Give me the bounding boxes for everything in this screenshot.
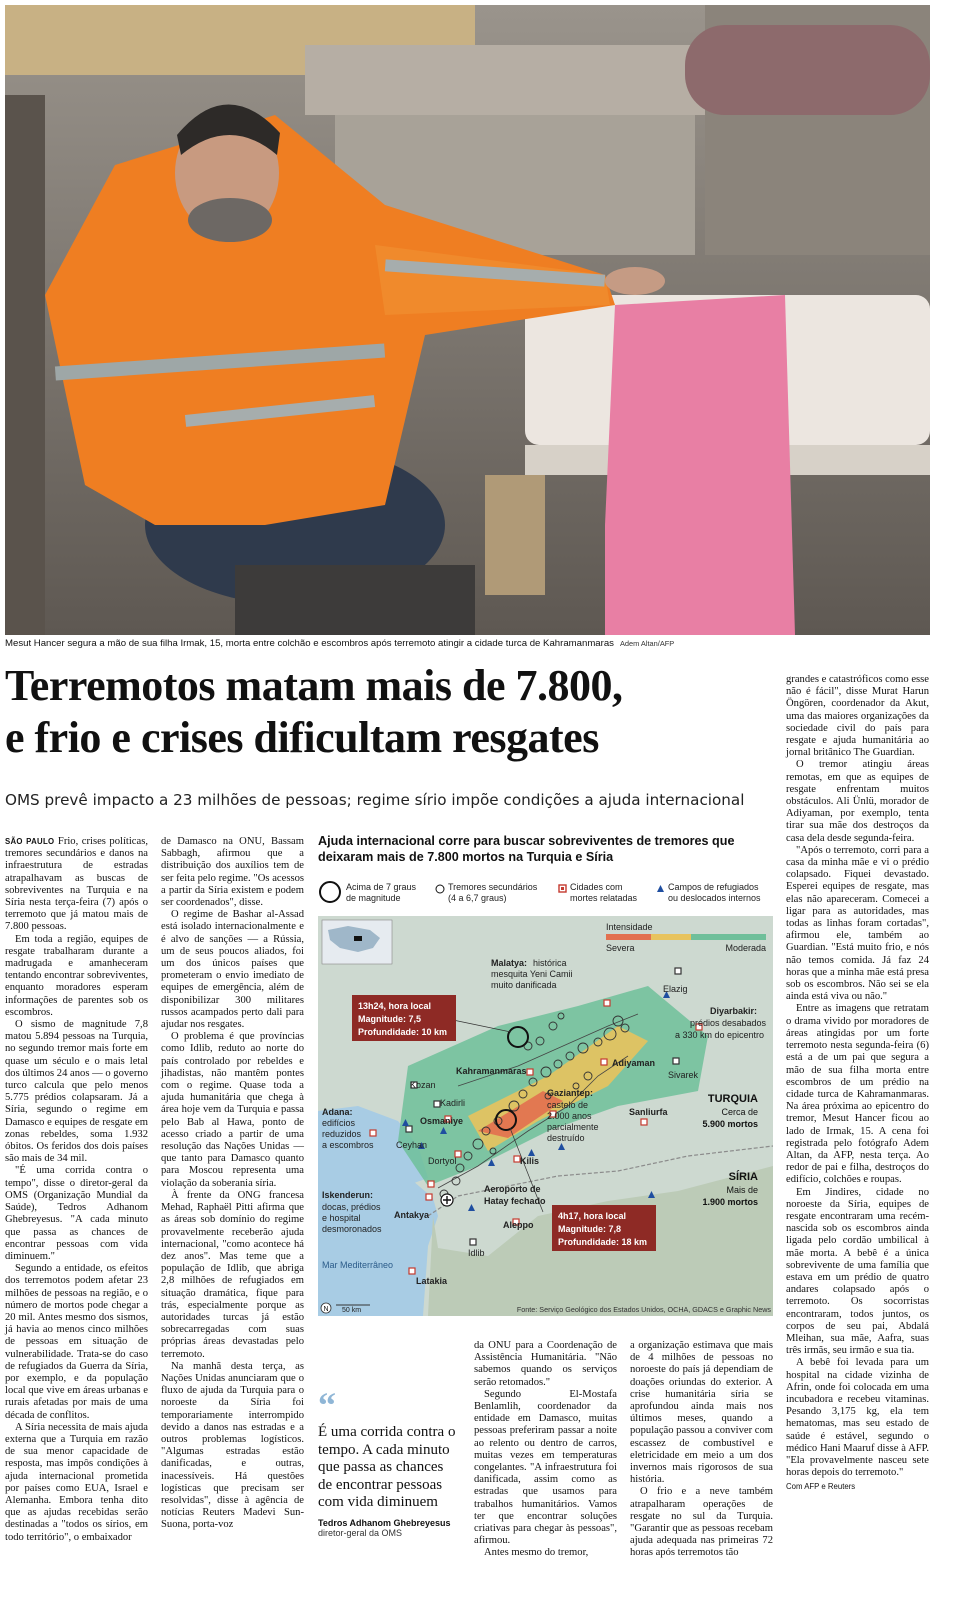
city-marker [673,1058,679,1064]
label-gaziantep-note: 2.000 anos [547,1111,592,1121]
north-label: N [323,1306,329,1313]
intensity-label: Intensidade [606,922,653,932]
scale-label: 50 km [342,1307,362,1314]
paragraph: A bebê foi levada para um hospital na cidade vizinha de Afrin, onde foi colocada em uma incubadora e recebeu vitaminas. Pesando 3,175 kg, ela tem hematomas, mas seu estado de saúde é estável, segundo o médico Hani Maaruf disse à AFP. "Ela provavelmente nasceu sete horas depois do terremoto." [786,1357,929,1479]
city-marker [426,1194,432,1200]
paragraph: "Após o terremoto, corri para a casa da minha mãe e vi o prédio colapsado. Fiquei devastado. Esperei equipes de resgate, mas elas não apareceram. Comecei a ligar para as autoridades, mas todas as linhas foram cortadas", afirmou ele, também ao Guardian. "Está muito frio, e nós não temos comida. Já faz 24 horas que a minha mãe está presa sob os escombros. Não sei se ela ainda está viva ou não." [786,844,929,1003]
quake1-time: 13h24, hora local [358,1001,432,1011]
city-marker [675,968,681,974]
caption-text: Mesut Hancer segura a mão de sua filha Irmak, 15, morta entre colchão e escombros após terremoto atingir a cidade turca de Kahramanmaras [5,638,614,649]
paragraph: "É uma corrida contra o tempo", disse o diretor-geral da OMS (Organização Mundial da Saúde), Tedros Adhanom Ghebreyesus. "A cada minuto que passa as chances de encontrar pessoas com vida diminuem." [5,1165,148,1262]
headline-line-2: e frio e crises dificultam resgates [5,713,599,762]
city-marker [641,1119,647,1125]
label-adana-note: a escombros [322,1140,374,1150]
label-adiyaman: Adiyaman [612,1058,656,1068]
article-column-6 [786,674,929,1494]
label-kozan: Kozan [410,1080,436,1090]
label-malatya-note: muito danificada [491,980,557,990]
paragraph: grandes e catastróficos como esse não é fácil", disse Murat Harun Öngören, coordenador da Akut, uma das maiores organizações da sociedade civil do país para resgate e ajuda humanitária ao jornal britânico The Guardian. [786,674,929,759]
paragraph: O tremor atingiu áreas remotas, em que as equipes de resgate enfrentam muitos obstáculos. Ali Ünlü, morador de Adiyaman, por exemplo, tenta tirar sua mãe dos destroços da casa dela desde segunda-feira. [786,759,929,844]
paragraph: Entre as imagens que retratam o drama vivido por moradores de áreas atingidas por um forte terremoto nesta segunda-feira (6) está a de um pai que segura a mão de sua filha morta entre escombros de um prédio na cidade turca de Kahramanmaras. Na área próxima ao epicentro do tremor, Mesut Hancer ficou ao lado de Irmak, 15. A cena foi registrada pelo fotógrafo Adem Altan, da AFP, nesta terça. Ao redor de pai e filha, destroços do edifício, colchões e roupas. [786,1003,929,1186]
paragraph: da ONU para a Coordenação de Assistência Humanitária. "Não sabemos quando os serviços serão retomados." [474,1340,617,1388]
paragraph: de Damasco na ONU, Bassam Sabbagh, afirmou que a distribuição dos auxílios tem de ser feita pelo regime. "Os acessos a partir da Síria existem e podem ser coordenados", disse. [161,836,304,909]
legend-big-quake: Acima de 7 graus de magnitude [346,882,417,903]
dateline: SÃO PAULO [5,837,55,846]
city-marker [406,1126,412,1132]
label-elazig: Elazig [663,984,688,994]
legend-cities: Cidades com mortes relatadas [570,882,638,903]
label-malatya-note: mesquita Yeni Camii [491,969,573,979]
pull-quote [318,1385,458,1538]
city-marker [604,1000,610,1006]
earthquake-map [318,916,773,1316]
camp-legend-icon [656,884,665,893]
locator-marker [354,936,362,941]
headline [5,660,775,764]
paragraph: Em toda a região, equipes de resgate trabalharam durante a madrugada e amanheceram tentando encontrar sobreviventes, enquanto moradores esperam informações de parentes sob os escombros. [5,933,148,1018]
map-legend [318,876,773,916]
label-malatya-note: histórica [533,958,567,968]
label-gaziantep-note: castelo de [547,1100,589,1110]
main-photo [5,5,930,635]
quake2-time: 4h17, hora local [558,1211,627,1221]
paragraph: A Síria necessita de mais ajuda externa que a Turquia em razão de sua menor capacidade de resposta, mas impôs condições à ajuda internacional prometida por países como EUA, Israel e Alemanha. Embora tenha dito que as ajudas recebidas serão destinadas a "todos os sírios, em todo território", o embaixador [5,1421,148,1543]
map-svg [318,916,773,1316]
pull-quote-text: É uma corrida contra o tempo. A cada minuto que passa as chances de encontrar pessoas com vida diminuem [318,1424,456,1510]
quake1-depth: Profundidade: 10 km [358,1027,448,1037]
label-idlib: Idlib [468,1248,485,1258]
label-adana-note: edifícios [322,1118,356,1128]
syria-deaths-l1: Mais de [726,1185,758,1195]
turkey-name: TURQUIA [707,1093,758,1105]
label-adana-note: reduzidos [322,1129,362,1139]
paragraph: Segundo a entidade, os efeitos dos terremotos podem afetar 23 milhões de pessoas na região, e o número de mortos pode chegar a 20 mil. Antes mesmo dos sismos, já havia ao menos cinco milhões de pessoas em situação de vulnerabilidade. Trata-se do caso de refugiados da Guerra da Síria, por exemplo, e da população local que vive em áreas urbanas e rurais afetadas por mais de uma década de conflitos. [5,1263,148,1421]
legend-aftershocks: Tremores secundários (4 a 6,7 graus) [448,882,538,903]
paragraph: Em Jindires, cidade no noroeste da Síria, equipes de resgate encontraram uma recém-nascida sob os escombros ainda ligada pelo cordão umbilical à mãe morta. A bebê é a única sobrevivente de uma família que estava em um prédio de quatro andares colapsado após o terremoto. Os socorristas encontraram, todos juntos, os corpos de seu pai, Abdalá Mleihan, sua mãe, Aafra, suas três irmãs, seu irmão e sua tia. [786,1186,929,1357]
city-marker [409,1268,415,1274]
city-marker [428,1181,434,1187]
syria-name: SÍRIA [728,1171,758,1183]
label-osmaniye: Osmaniye [420,1116,464,1126]
label-dortyol: Dortyol [428,1156,457,1166]
quake1-magnitude: Magnitude: 7,5 [358,1014,422,1024]
label-gaziantep: Gaziantep: [547,1088,594,1098]
city-legend-icon [558,884,567,893]
quake2-magnitude: Magnitude: 7,8 [558,1224,622,1234]
intensity-bar-severe [606,934,651,940]
paragraph: O problema é que províncias como Idlib, reduto ao norte do país controlado por rebeldes e jihadistas, não mantêm pontes com o regime. Quase toda a ajuda humanitária que chega à área hoje vem da Turquia e passa pelo Bab al Hawa, ponto de acesso criado a partir de uma resolução das Nações Unidas — que tanto para Damasco quanto para Moscou representa uma violação da soberania síria. [161,1031,304,1189]
paragraph: Segundo El-Mostafa Benlamlih, coordenador da entidade em Damasco, muitas pessoas preferiram passar a noite ao relento ou dentro de carros, muitas vezes em temperaturas congelantes. "A infraestrutura foi danificada, assim como as estradas que usamos para trabalhos humanitários. Vamos ter que encontrar soluções criativas para chegar às pessoas", afirmou. [474,1388,617,1547]
aftershock-legend-icon [435,884,445,894]
label-sanliurfa: Sanliurfa [629,1107,668,1117]
paragraph: a organização estimava que mais de 4 milhões de pessoas no noroeste do país já dependiam de doações oriundas do exterior. A crise humanitária síria se aprofundou ainda mais nos últimos meses, quando a população passou a conviver com escassez de combustível e eletricidade em meio a um dos invernos mais rigorosos de sua história. [630,1340,773,1486]
city-marker [527,1069,533,1075]
pull-quote-role: diretor-geral da OMS [318,1527,403,1538]
label-iskenderun-note: desmoronados [322,1224,382,1234]
label-antakya: Antakya [394,1210,430,1220]
label-iskenderun-note: docas, prédios [322,1202,381,1212]
label-iskenderun: Iskenderun: [322,1190,374,1200]
photo-illustration [5,5,930,635]
big-quake-legend-icon [318,880,342,904]
label-ceyhan: Ceyhan [396,1140,428,1150]
map-title: Ajuda internacional corre para buscar sobreviventes de tremores que deixaram mais de 7.800 mortos na Turquia e Síria [318,834,735,864]
paragraph: Na manhã desta terça, as Nações Unidas anunciaram que o fluxo de ajuda da Turquia para o noroeste da Síria foi temporariamente interrompido devido a danos nas estradas e a outros problemas logísticos. "Algumas estradas estão danificadas, e outras, inacessíveis. Há questões logísticas que precisam ser resolvidas", disse à agência de notícias Reuters Madevi Sun-Suona, porta-voz [161,1360,304,1531]
intensity-severe-label: Severa [606,943,635,953]
headline-line-1: Terremotos matam mais de 7.800, [5,661,623,710]
legend-camps: Campos de refugiados ou deslocados internos [668,882,761,903]
article-column-1 [5,836,148,1544]
label-gaziantep-note: parcialmente [547,1122,599,1132]
article-column-2 [161,836,304,1532]
label-kilis: Kilis [520,1156,540,1166]
label-kahramanmaras: Kahramanmaras [456,1066,527,1076]
label-aleppo: Aleppo [503,1220,534,1230]
label-sea: Mar Mediterrâneo [322,1260,394,1270]
label-diyarbakir: Diyarbakir: [710,1006,758,1016]
label-diyarbakir-note: prédios desabados [690,1018,767,1028]
label-sivarek: Sivarek [668,1070,699,1080]
city-marker [470,1239,476,1245]
quake2-depth: Profundidade: 18 km [558,1237,648,1247]
label-diyarbakir-note: a 330 km do epicentro [675,1030,765,1040]
paragraph: O sismo de magnitude 7,8 matou 5.894 pessoas na Turquia, no segundo tremor mais forte em quase um século e o mais letal dos últimos 24 anos — o governo turco calcula que pelo menos 5.775 prédios colapsaram. Já a Síria, segundo o regime em Damasco e equipes de resgate em zonas rebeldes, soma 1.932 óbitos. Os feridos dos dois países são mais de 34 mil. [5,1019,149,1165]
agency-credit: Com AFP e Reuters [786,1482,856,1492]
label-airport: Aeroporto de [484,1184,541,1194]
label-iskenderun-note: e hospital [322,1213,361,1223]
label-adana: Adana: [322,1107,353,1117]
paragraph: O frio e a neve também atrapalharam operações de resgate no sul da Turquia. "Garantir que as pessoas recebam ajuda adequada nas primeiras 72 horas após terremotos tão [630,1486,773,1559]
paragraph: Antes mesmo do tremor, [484,1547,589,1559]
turkey-deaths-l2: 5.900 mortos [702,1119,758,1129]
label-malatya: Malatya: [491,958,528,968]
city-marker [601,1059,607,1065]
article-column-5 [630,1340,773,1560]
label-airport: Hatay fechado [484,1196,546,1206]
subheadline: OMS prevê impacto a 23 milhões de pessoas; regime sírio impõe condições a ajuda internacional [5,791,745,809]
article-column-4 [474,1340,617,1560]
paragraph: À frente da ONG francesa Mehad, Raphaël Pitti afirma que as áreas sob domínio do regime provavelmente receberão ajuda internacional, "como acontece há dez anos". Mas teme que a população de Idlib, que abriga 2,8 milhões de refugiados em situação dramática, fique para trás, especialmente porque as autoridades turcas já estão sobrecarregadas com suas próprias áreas devastadas pelo terremoto. [161,1189,304,1360]
paragraph: O regime de Bashar al-Assad está isolado internacionalmente e é alvo de sanções — a Rússia, um de seus poucos aliados, foi um dos únicos países que prometeram o envio imediato de equipes de emergência, além de disponibilizar 300 militares russos acampados perto dali para ajudar nos resgates. [161,909,304,1031]
paragraph: SÃO PAULO Frio, crises políticas, tremores secundários e danos na infraestrutura de estradas atrapalhavam as buscas de sobreviventes na Turquia e na Síria nesta terça-feira (7) após o terremoto que já matou mais de 7.800 pessoas. [5,836,148,933]
label-latakia: Latakia [416,1276,448,1286]
pull-quote-author: Tedros Adhanom Ghebreyesus [318,1517,451,1528]
label-gaziantep-note: destruído [547,1133,585,1143]
syria-deaths-l2: 1.900 mortos [702,1197,758,1207]
quote-mark-icon: “ [318,1385,336,1425]
city-marker [370,1130,376,1136]
label-kadirli: Kadirli [440,1098,466,1108]
map-source: Fonte: Serviço Geológico dos Estados Unidos, OCHA, GDACS e Graphic News [516,1305,771,1314]
intensity-moderate-label: Moderada [725,943,766,953]
photo-caption [5,638,930,649]
turkey-deaths-l1: Cerca de [721,1107,758,1117]
photo-credit: Adem Altan/AFP [619,639,675,648]
intensity-bar-mid [651,934,691,940]
